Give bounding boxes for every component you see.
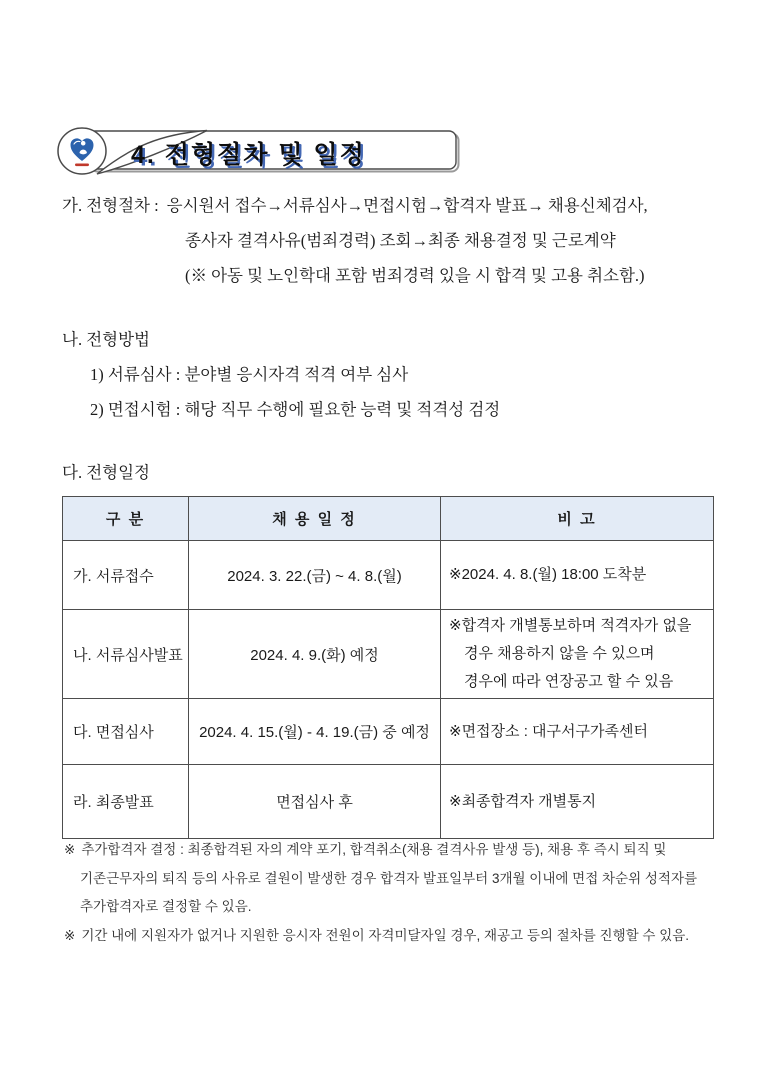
- note-line: 경우 채용하지 않을 수 있으며: [464, 645, 655, 662]
- schedule-table: [62, 496, 714, 839]
- footnote-line: 기존근무자의 퇴직 등의 사유로 결원이 발생한 경우 합격자 발표일부터 3개월 이내에 면접 차순위 성적자를: [80, 870, 698, 886]
- reference-mark: ※: [64, 842, 76, 857]
- method-heading: 나. 전형방법: [62, 330, 150, 349]
- col-header-category: 구 분: [63, 497, 189, 541]
- row-note: [441, 765, 714, 839]
- process-line-1: [62, 188, 648, 223]
- col-header-date: 채 용 일 정: [189, 497, 441, 541]
- row-category: 가. 서류접수: [63, 541, 189, 610]
- footnote-line: [64, 836, 724, 865]
- process-flow-text: 응시원서 접수→서류심사→면접시험→합격자 발표→ 채용신체검사,: [166, 196, 648, 215]
- section-title: 4. 전형절차 및 일정: [131, 141, 366, 169]
- note-line: ※2024. 4. 8.(월) 18:00 도착분: [449, 566, 647, 583]
- table-row: [63, 610, 714, 699]
- section-title-banner: [55, 120, 465, 182]
- row-date: 면접심사 후: [189, 765, 441, 839]
- row-note: [441, 699, 714, 765]
- method-item-2: 2) 면접시험 : 해당 직무 수행에 필요한 능력 및 적격성 검정: [90, 400, 501, 419]
- row-note: [441, 541, 714, 610]
- row-date: 2024. 3. 22.(금) ~ 4. 8.(월): [189, 541, 441, 610]
- row-category: 나. 서류심사발표: [63, 610, 189, 699]
- process-label: 가. 전형절차 :: [62, 196, 159, 215]
- process-line-2: 종사자 결격사유(범죄경력) 조회→최종 채용결정 및 근로계약: [185, 231, 616, 250]
- method-section: [62, 322, 500, 427]
- footnotes: [64, 836, 724, 950]
- note-line: ※최종합격자 개별통지: [449, 792, 597, 810]
- footnote-text: 기간 내에 지원자가 없거나 지원한 응시자 전원이 자격미달자일 경우, 재공고 등의 절차를 진행할 수 있음.: [81, 927, 690, 943]
- reference-mark: ※: [64, 927, 76, 943]
- col-header-note: 비 고: [441, 497, 714, 541]
- row-note: [441, 610, 714, 699]
- footnote-line: 추가합격자로 결정할 수 있음.: [80, 899, 252, 914]
- row-category: 다. 면접심사: [63, 699, 189, 765]
- note-line: 경우에 따라 연장공고 할 수 있음: [464, 673, 674, 690]
- table-row: [63, 699, 714, 765]
- row-category: 라. 최종발표: [63, 765, 189, 839]
- process-section: [62, 188, 648, 293]
- note-line: ※합격자 개별통보하며 적격자가 없을: [449, 617, 692, 634]
- note-line: ※면접장소 : 대구서구가족센터: [449, 722, 648, 740]
- logo-caption-mark: [75, 164, 89, 167]
- footnote-line: [64, 922, 724, 951]
- process-line-3: (※ 아동 및 노인학대 포함 범죄경력 있을 시 합격 및 고용 취소함.): [185, 266, 645, 285]
- table-row: [63, 541, 714, 610]
- table-header-row: [63, 497, 714, 541]
- row-date: 2024. 4. 9.(화) 예정: [189, 610, 441, 699]
- footnote-text: 추가합격자 결정 : 최종합격된 자의 계약 포기, 합격취소(채용 결격사유 발생 등), 채용 후 즉시 퇴직 및: [81, 842, 667, 857]
- row-date: 2024. 4. 15.(월) - 4. 19.(금) 중 예정: [189, 699, 441, 765]
- schedule-heading: 다. 전형일정: [62, 463, 150, 482]
- method-item-1: 1) 서류심사 : 분야별 응시자격 적격 여부 심사: [90, 365, 409, 384]
- table-row: [63, 765, 714, 839]
